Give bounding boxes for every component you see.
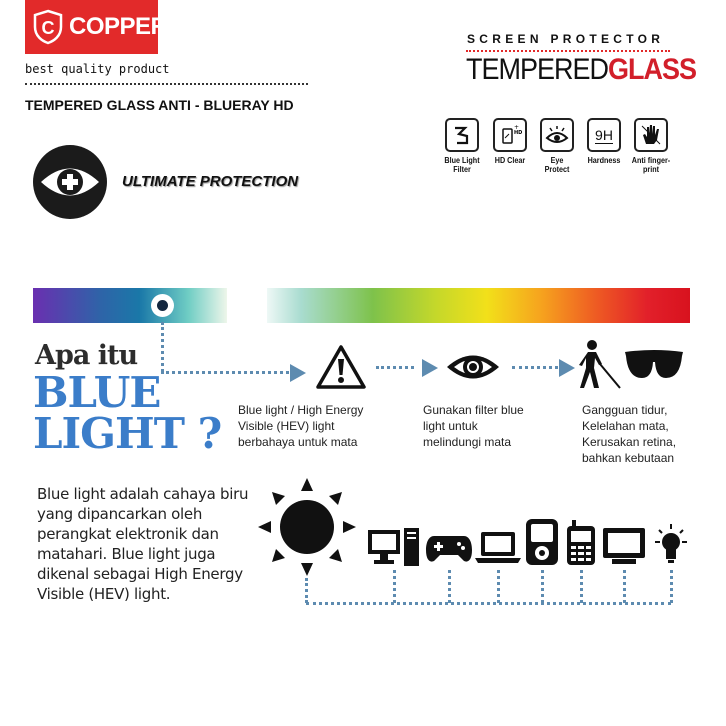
glass-text: GLASS [608,52,697,86]
arrow-icon [559,359,575,377]
feature-eye-protect: Eye Protect [535,118,579,174]
feature-blue-light-filter: Blue Light Filter [440,118,484,174]
feature-hd-clear: HD + HD Clear [488,118,532,165]
shield-logo-icon [33,9,63,45]
tempered-glass-logo [466,52,696,86]
sunglasses-icon [624,348,684,382]
eye-protect-icon [545,124,569,146]
headline-light: LIGHT ? [33,409,222,458]
step-1-text: Blue light / High Energy Visible (HEV) light berbahaya untuk mata [238,403,364,449]
spectrum-bar-blue [33,288,227,323]
connector-line [580,570,583,603]
blue-light-filter-icon [451,124,473,146]
feature-hardness: 9H Hardness [582,118,626,165]
feature-anti-fingerprint: Anti finger-print [629,118,673,174]
portable-device-icon [525,518,559,566]
tempered-text: TEMPERED [466,52,609,86]
svg-text:+: + [514,124,520,131]
ultimate-protection-label: ULTIMATE PROTECTION [122,173,299,190]
connector-line [623,570,626,603]
connector-line [497,570,500,603]
connector-line [376,366,414,369]
blind-person-icon [576,340,624,390]
brand-name: COPPER [69,13,168,40]
eye-icon [445,350,501,384]
anti-fingerprint-icon [639,123,663,147]
connector-line [161,371,289,374]
connector-line [541,570,544,603]
hd-clear-icon [499,124,521,146]
svg-text:C: C [41,18,55,38]
warning-icon [315,344,367,390]
copper-logo [25,0,168,54]
step-3-text: Gangguan tidur, Kelelahan mata, Kerusakan retina, bahkan kebutaan [582,403,677,465]
sun-icon [258,478,356,576]
product-title: TEMPERED GLASS ANTI - BLUERAY HD [25,97,294,113]
laptop-icon [475,530,521,564]
desktop-computer-icon [367,526,421,568]
hardness-9h-icon: 9H [595,126,613,143]
arrow-icon [290,364,306,382]
game-controller-icon [426,534,472,564]
light-bulb-icon [652,524,690,566]
connector-line [393,570,396,603]
description-paragraph: Blue light adalah cahaya biru yang dipancarkan oleh perangkat elektronik dan matahari. Blue light juga dikenal sebagai High Energy Visible (HEV) light. [37,485,249,603]
headline-blue: BLUE [33,368,161,417]
arrow-icon [422,359,438,377]
connector-line [305,578,308,603]
phone-icon [566,520,596,566]
connector-line [670,570,673,603]
eye-protection-icon [33,145,107,219]
spectrum-bar-visible [267,288,690,323]
connector-line [161,322,164,372]
tagline: best quality product [25,62,170,76]
connector-line [448,570,451,603]
svg-text:HD: HD [514,130,523,136]
headline-apa-itu: Apa itu [35,340,138,371]
connector-line [512,366,558,369]
sources-connector-line [306,602,671,605]
step-2-text: Gunakan filter blue light untuk melindungi mata [423,403,524,449]
screen-protector-label: SCREEN PROTECTOR [467,32,665,46]
blue-light-marker [151,294,174,317]
television-icon [602,527,646,565]
divider [25,83,308,85]
